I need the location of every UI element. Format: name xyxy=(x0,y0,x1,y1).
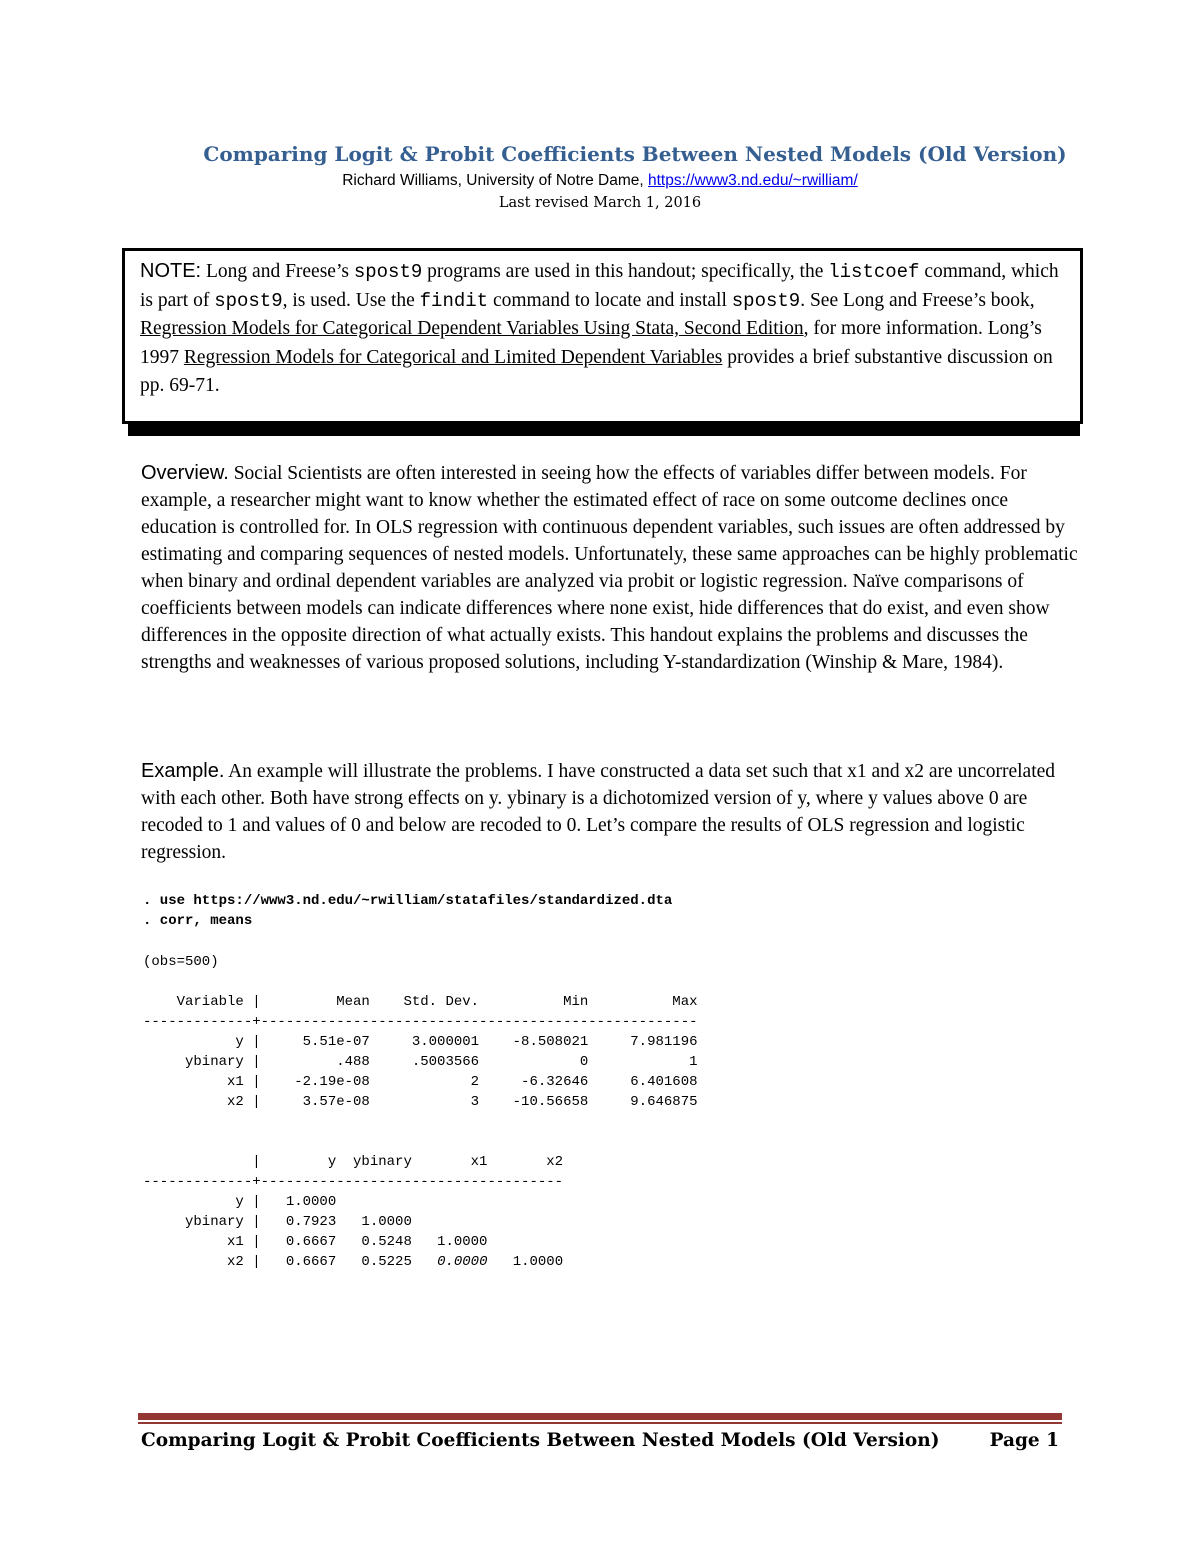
summary-row-y: y | 5.51e-07 3.000001 -8.508021 7.981196 xyxy=(143,1034,698,1050)
corr-header: | y ybinary x1 x2 xyxy=(143,1154,564,1170)
overview-heading: Overview. xyxy=(141,462,229,484)
overview-text: Social Scientists are often interested in seeing how the effects of variables differ between models. For example, a researcher might want to know whether the estimated effect of race on some outcome declines once education is controlled for. In OLS regression with continuous dependent variables, such issues are often addressed by estimating and comparing sequences of nested models. Unfortunately, these same approaches can be highly problematic when binary and ordinal dependent variables are analyzed via probit or logistic regression. Naïve comparisons of coefficients between models can indicate differences where none exist, hide differences that do exist, and even show differences in the opposite direction of what actually exists. This handout explains the problems and discusses the strengths and weaknesses of various proposed solutions, including Y-standardization (Winship & Mare, 1984). xyxy=(141,463,1078,673)
page-number: Page 1 xyxy=(989,1430,1059,1451)
summary-row-ybinary: ybinary | .488 .5003566 0 1 xyxy=(143,1054,698,1070)
overview-paragraph xyxy=(141,460,1081,676)
summary-row-x1: x1 | -2.19e-08 2 -6.32646 6.401608 xyxy=(143,1074,698,1090)
document-title: Comparing Logit & Probit Coefficients Between Nested Models (Old Version) xyxy=(203,142,1067,166)
stata-command-use: . use https://www3.nd.edu/~rwilliam/statafiles/standardized.dta xyxy=(143,893,673,909)
note-lead: NOTE: xyxy=(140,260,202,282)
revised-date: Last revised March 1, 2016 xyxy=(498,195,702,211)
note-text: provides a brief substantive discussion on pp. 69-71. xyxy=(140,346,1053,396)
example-paragraph xyxy=(141,758,1081,866)
code-spost9: spost9 xyxy=(353,261,423,283)
corr-row-y: y | 1.0000 xyxy=(143,1194,337,1210)
corr-row-x2-suffix: 1.0000 xyxy=(487,1254,564,1270)
footer-rule-thin xyxy=(138,1422,1062,1424)
author-url-link[interactable]: https://www3.nd.edu/~rwilliam/ xyxy=(648,172,858,189)
note-text: command to locate and install xyxy=(488,289,732,311)
code-spost9: spost9 xyxy=(214,289,283,312)
footer-title: Comparing Logit & Probit Coefficients Between Nested Models (Old Version) xyxy=(141,1430,940,1451)
book-title-long-freese: Regression Models for Categorical Dependent Variables Using Stata, Second Edition xyxy=(140,318,804,339)
author-affiliation: Richard Williams, University of Notre Dame, xyxy=(342,172,648,189)
note-text: , for more information. Long’s 1997 xyxy=(140,318,1042,368)
corr-row-ybinary: ybinary | 0.7923 1.0000 xyxy=(143,1214,412,1230)
note-text: programs are used in this handout; specifically, the xyxy=(422,261,829,282)
code-findit: findit xyxy=(419,289,489,312)
code-spost9: spost9 xyxy=(731,289,801,312)
summary-separator: -------------+---------------------------------------------------- xyxy=(143,1014,698,1030)
corr-row-x1: x1 | 0.6667 0.5248 1.0000 xyxy=(143,1234,488,1250)
corr-row-x2-prefix: x2 | 0.6667 0.5225 xyxy=(143,1254,438,1270)
summary-header: Variable | Mean Std. Dev. Min Max xyxy=(143,994,698,1010)
note-text: Long and Freese’s xyxy=(201,261,354,282)
note-box xyxy=(122,248,1083,424)
stata-obs: (obs=500) xyxy=(143,954,219,970)
note-text: command, which is part of xyxy=(140,261,1059,311)
byline xyxy=(0,172,1200,190)
summary-table xyxy=(143,992,698,1112)
note-text: . See Long and Freese’s book, xyxy=(800,289,1035,311)
correlation-table xyxy=(143,1152,563,1272)
stata-commands xyxy=(143,891,672,931)
corr-separator: -------------+------------------------------------ xyxy=(143,1174,564,1190)
book-title-long-1997: Regression Models for Categorical and Limited Dependent Variables xyxy=(183,346,723,368)
corr-row-x2 xyxy=(143,1254,563,1270)
footer-rule xyxy=(138,1413,1062,1420)
corr-zero-value: 0.0000 xyxy=(437,1254,488,1270)
code-listcoef: listcoef xyxy=(828,261,920,283)
stata-command-corr: . corr, means xyxy=(143,913,253,929)
example-heading: Example. xyxy=(141,760,225,782)
note-text: , is used. Use the xyxy=(282,289,420,311)
example-text: An example will illustrate the problems. I have constructed a data set such that x1 and x2 are uncorrelated with each other. Both have strong effects on y. ybinary is a dichotomized version of y, where y values above 0 are recoded to 1 and values of 0 and below are recoded to 0. Let’s compare the results of OLS regression and logistic regression. xyxy=(141,761,1056,863)
summary-row-x2: x2 | 3.57e-08 3 -10.56658 9.646875 xyxy=(143,1094,698,1110)
